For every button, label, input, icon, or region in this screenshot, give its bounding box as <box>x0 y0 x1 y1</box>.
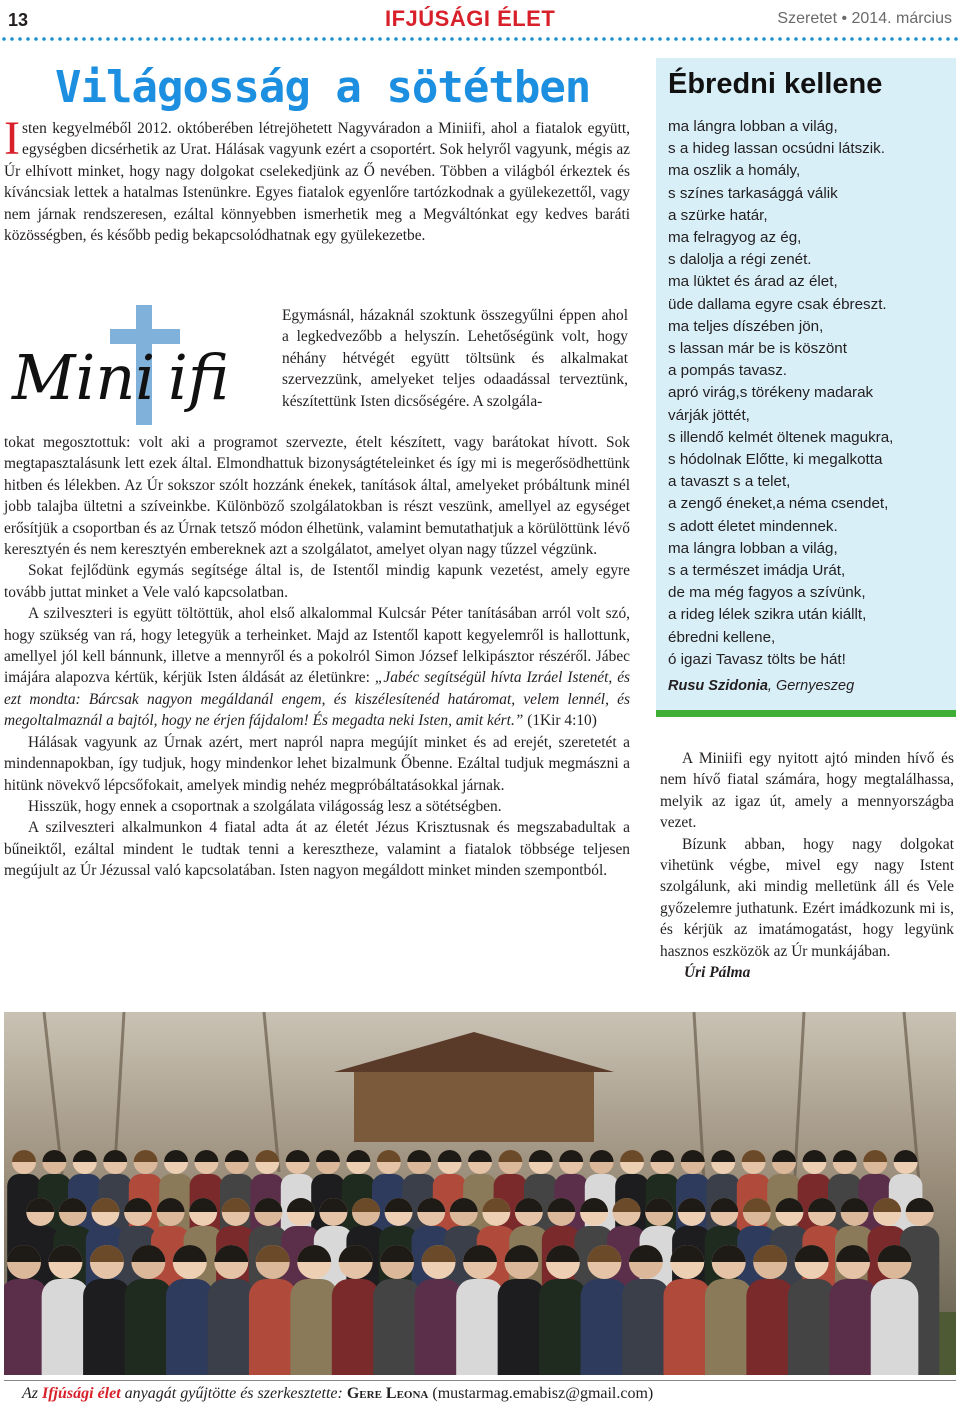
poem-line: ma oszlik a homály, <box>668 162 801 180</box>
person-body <box>498 1279 546 1375</box>
person-body <box>125 1279 173 1375</box>
person-body <box>788 1279 836 1375</box>
side-paragraph: A Miniifi egy nyitott ajtó minden hívő és nem hívő fiatal számára, hogy megtalálhassa, melyik az igaz út, amely a mennyországba vezet. <box>660 750 954 832</box>
drop-cap: I <box>4 112 20 165</box>
poem-line: várják jöttét, <box>668 406 750 424</box>
poem-box <box>656 58 956 713</box>
poem-line: s adott életet mindennek. <box>668 517 838 535</box>
poem-line: s a természet imádja Urát, <box>668 562 846 580</box>
poem-line: s lassan már be is köszönt <box>668 340 847 358</box>
poem-line: a zengő éneket,a néma csendet, <box>668 495 889 513</box>
person-body <box>332 1279 380 1375</box>
poem-line: ma lángra lobban a világ, <box>668 539 838 557</box>
dotted-divider <box>0 36 960 42</box>
person-body <box>290 1279 338 1375</box>
page-number: 13 <box>8 10 29 30</box>
poem-line: a rideg lélek szikra után kiállt, <box>668 606 867 624</box>
poem-line: s a hideg lassan ocsúdni látszik. <box>668 140 885 158</box>
person-body <box>415 1279 463 1375</box>
person-body <box>4 1279 48 1375</box>
poem-line: s színes tarkasággá válik <box>668 184 838 202</box>
poem-line: ó igazi Tavasz tölts be hát! <box>668 650 846 668</box>
article-intro <box>4 112 630 246</box>
bible-quote: „Jabéc segítségül hívta Izráel Istenét, és ezt mondta: Bárcsak nagyon megáldanál engem, és kiszélesítenéd határomat, velem lennél, és megoltalmaznál a bajtól, hogy ne érjen fájdalom! És megadta neki Isten, amit kért.” <box>4 669 631 730</box>
logo-text-left: Mini <box>12 341 156 414</box>
body-paragraph: A szilveszteri alkalmunkon 4 fiatal adta át az életét Jézus Krisztusnak és megszabadultak a bűneiktől, ezáltal mindent le tudtak tenni a keresztheze, valamint a fiatalok többsége teljesen megújult az Úr Jézussal való kapcsolatában. Isten nagyon megáldott minket minden szempontból. <box>4 819 630 880</box>
person-body <box>871 1279 919 1375</box>
group-photo <box>4 1012 956 1375</box>
side-paragraph: Bízunk abban, hogy nagy dolgokat vihetünk végbe, mivel egy nagy Istent szolgálunk, aki mindig melletünk áll és Vele győzelemre juthatunk. Ezért imádkozunk mi is, és kérjük az imatámogatást, hogy legyünk hasznos eszközök az Úr munkájában. <box>660 835 954 960</box>
person-body <box>746 1279 794 1375</box>
poem-line: s dalolja a régi zenét. <box>668 251 812 269</box>
poem-line: de ma még fagyos a szívünk, <box>668 584 866 602</box>
side-article <box>660 748 954 983</box>
poem-line: ma felragyog az ég, <box>668 229 802 247</box>
body-paragraph: Sokat fejlődünk egymás segítsége által is, de Istentől mindig kapunk vezetést, amely egyre tovább juttat minket a Vele való kapcsolatban. <box>4 562 630 601</box>
person-body <box>622 1279 670 1375</box>
poem-line: üde dallama egyre csak ébreszt. <box>668 295 887 313</box>
poem-line: ma lüktet és árad az élet, <box>668 273 838 291</box>
poem-title: Ébredni kellene <box>668 68 883 100</box>
intro-text: sten kegyelméből 2012. októberében létrejöhetett Nagyváradon a Miniifi, ahol a fiatalok együtt, egységben dicsérhetik az Urat. Hálásak vagyunk ezért a csoportért. Sok helyről vagyunk, mégis az Úr elhívott minket, hogy nagy dolgokat cselekedjünk az Ő nevében. Többen a világból érkeztek és kíváncsiak lettek a hatalmas Istenünkre. Egyes fiatalok egyenlőre tartózkodnak a gyülekezettől, vagy nem járnak rendszeresen, ezáltal könnyebben ismerhetik meg a Megváltónkat egy kedves baráti közösségben, és később pedig bekapcsolódhatnak egy gyülekezetbe. <box>4 120 630 245</box>
cabin-wall <box>354 1072 594 1142</box>
poem-line: a pompás tavasz. <box>668 362 788 380</box>
article-wrap-text: Egymásnál, házaknál szoktunk összegyűlni éppen ahol a legkedvezőbb a helyszín. Lehetőségünk volt, hogy néhány hétvégét együtt töltsünk és alkalmakat szervezzünk, amelyeket teljes odaadással terveztünk, készítettünk Isten dicsőségére. A szolgála- <box>282 307 628 410</box>
article-title: Világosság a sötétben <box>55 62 591 113</box>
person-body <box>373 1279 421 1375</box>
person-body <box>539 1279 587 1375</box>
miniifi-logo <box>6 305 276 425</box>
person-body <box>829 1279 877 1375</box>
footer-email: (mustarmag.emabisz@gmail.com) <box>428 1385 654 1402</box>
body-paragraph: Hálásak vagyunk az Úrnak azért, mert napról napra megújít minket és ad erejét, szeretetét a mindennapokban, így tudjuk, hogy mindenkor lehet bizalmunk Őbenne. Ezáltal tudjuk megmászni a hitünk növekvő lépcsőfokait, amelyek mindig nehéz megpróbáltatásokkal járnak. <box>4 733 630 794</box>
body-paragraph: Hisszük, hogy ennek a csoportnak a szolgálata világosság lesz a sötétségben. <box>28 797 502 815</box>
footer-magazine: Ifjúsági élet <box>42 1385 121 1402</box>
author-name: Rusu Szidonia <box>668 678 768 694</box>
author-place: , Gernyeszeg <box>767 678 855 694</box>
page-header <box>0 0 960 48</box>
body-paragraph: tokat megosztottuk: volt aki a programot szervezte, ételt készített, vagy barátokat hívott. Sok megtapasztalásunk lett ezek által. Elmondhattuk bizonyságtételeinket és így mi is megerősödhettünk hitben és lélekben. Az Úr sokszor szólt hozzánk énekek, tanítások által, amelyeket próbáltunk minél jobb talajba ültetni a szíveinkbe. Különböző szolgálatokban is részt veszünk, amellyel az egységet erősítjük a csoportban és az Úrnak tetsző módon élhetünk, valamint bemutathatjuk a körülöttünk lévő keresztyén és nem keresztyén embereknek azt a szolgálatot, amelyet olyan nagy tűzzel végzünk. <box>4 434 630 559</box>
body-paragraph: A szilveszteri is együtt töltöttük, ahol első alkalommal Kulcsár Péter tanításában arról volt szó, hogy szükség van rá, hogy letegyük a terheinket. Majd az Istentől kapott kegyelemről is hallottunk, amellyel jól kell bánnunk, illetve a mennyről és a pokolról Simon József lelkipásztor részéről. Jábec imájára alapozva kértük, kérjük Isten áldását az életünkre: „Jabéc segítségül hívta Izráel Istenét, és ezt mondta: Bárcsak nagyon megáldanál engem, és kiszélesítenéd határomat, velem lennél, és megoltalmaznál a bajtól, hogy ne érjen fájdalom! És megadta neki Isten, amit kért.” (1Kir 4:10) <box>4 605 631 730</box>
poem-line: ma lángra lobban a világ, <box>668 118 838 135</box>
person-body <box>581 1279 629 1375</box>
person-body <box>663 1279 711 1375</box>
logo-text-right: ifi <box>168 341 230 414</box>
person-body <box>166 1279 214 1375</box>
person-body <box>207 1279 255 1375</box>
poem-lines <box>668 116 952 671</box>
person-body <box>456 1279 504 1375</box>
photo-people <box>4 1150 939 1375</box>
footer-editor: Gere Leona <box>346 1385 429 1402</box>
person-body <box>83 1279 131 1375</box>
poem-line: ébredni kellene, <box>668 628 776 646</box>
page-footer: Az Ifjúsági élet anyagát gyűjtötte és szerkesztette: Gere Leona (mustarmag.emabisz@gmail.com) <box>4 1380 956 1407</box>
poem-line: a szürke határ, <box>668 206 768 224</box>
person-body <box>42 1279 90 1375</box>
issue-date: Szeretet • 2014. március <box>777 10 952 27</box>
poem-line: s hódolnak Előtte, ki megalkotta <box>668 451 883 469</box>
person-body <box>705 1279 753 1375</box>
poem-line: a tavaszt s a telet, <box>668 473 791 491</box>
side-signature: Úri Pálma <box>684 964 751 982</box>
green-divider <box>656 710 956 717</box>
poem-line: s illendő kelmét öltenek magukra, <box>668 428 894 446</box>
poem-author <box>668 678 854 694</box>
poem-line: ma teljes díszében jön, <box>668 317 824 335</box>
poem-line: apró virág,s törékeny madarak <box>668 384 874 402</box>
article-body <box>4 432 630 882</box>
person-body <box>249 1279 297 1375</box>
bible-reference: (1Kir 4:10) <box>523 712 597 730</box>
section-title: IFJÚSÁGI ÉLET <box>385 6 556 31</box>
